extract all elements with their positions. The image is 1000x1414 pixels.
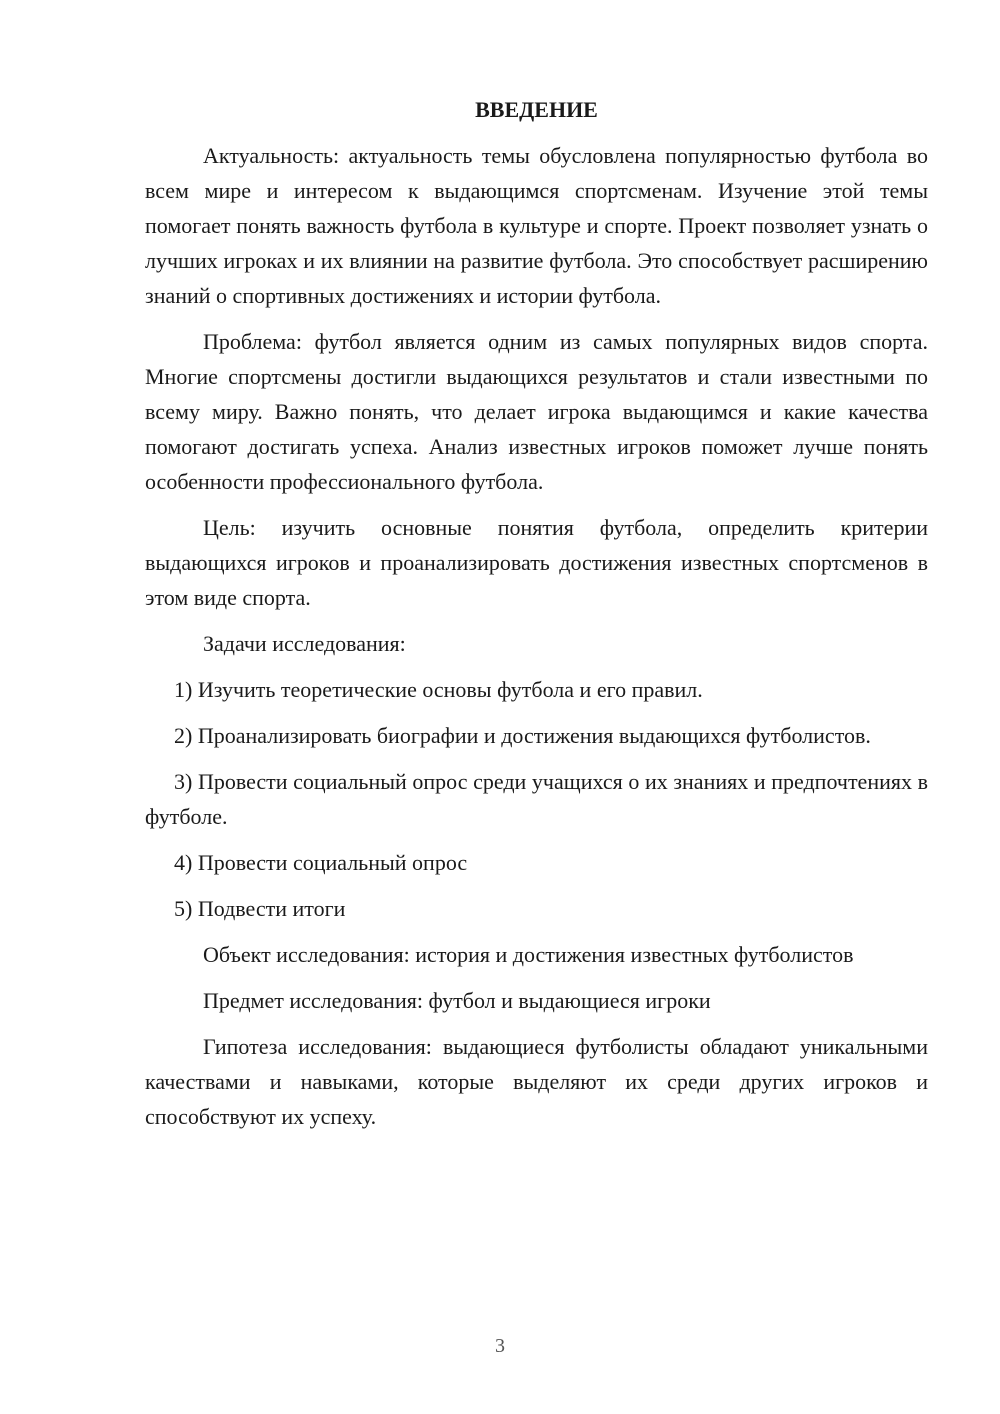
paragraph-object: Объект исследования: история и достижения известных футболистов — [203, 942, 854, 967]
paragraph-relevance: Актуальность: актуальность темы обусловлена популярностью футбола во всем мире и интересом к выдающимся спортсменам. Изучение этой темы помогает понять важность футбола в культуре и спорте. Проект позволяет узнать о лучших игроках и их влиянии на развитие футбола. Это способствует расширению знаний о спортивных достижениях и истории футбола. — [145, 143, 928, 308]
task-item-3: 3) Провести социальный опрос среди учащихся о их знаниях и предпочтениях в футболе. — [145, 769, 928, 829]
page-number: 3 — [495, 1335, 505, 1357]
paragraph-problem: Проблема: футбол является одним из самых популярных видов спорта. Многие спортсмены достигли выдающихся результатов и стали известными по всему миру. Важно понять, что делает игрока выдающимся и какие качества помогают достигать успеха. Анализ известных игроков поможет лучше понять особенности профессионального футбола. — [145, 329, 928, 494]
task-item-5: 5) Подвести итоги — [174, 896, 346, 921]
task-item-4: 4) Провести социальный опрос — [174, 850, 468, 875]
paragraph-goal: Цель: изучить основные понятия футбола, определить критерии выдающихся игроков и проанализировать достижения известных спортсменов в этом виде спорта. — [145, 515, 928, 610]
document-title: ВВЕДЕНИЕ — [475, 97, 598, 122]
paragraph-subject: Предмет исследования: футбол и выдающиеся игроки — [203, 988, 711, 1013]
task-item-1: 1) Изучить теоретические основы футбола и его правил. — [174, 677, 703, 702]
paragraph-hypothesis: Гипотеза исследования: выдающиеся футболисты обладают уникальными качествами и навыками, которые выделяют их среди других игроков и способствуют их успеху. — [145, 1034, 928, 1129]
document-page — [145, 92, 928, 1145]
task-item-2: 2) Проанализировать биографии и достижения выдающихся футболистов. — [174, 723, 871, 748]
paragraph-tasks-heading: Задачи исследования: — [203, 631, 406, 656]
